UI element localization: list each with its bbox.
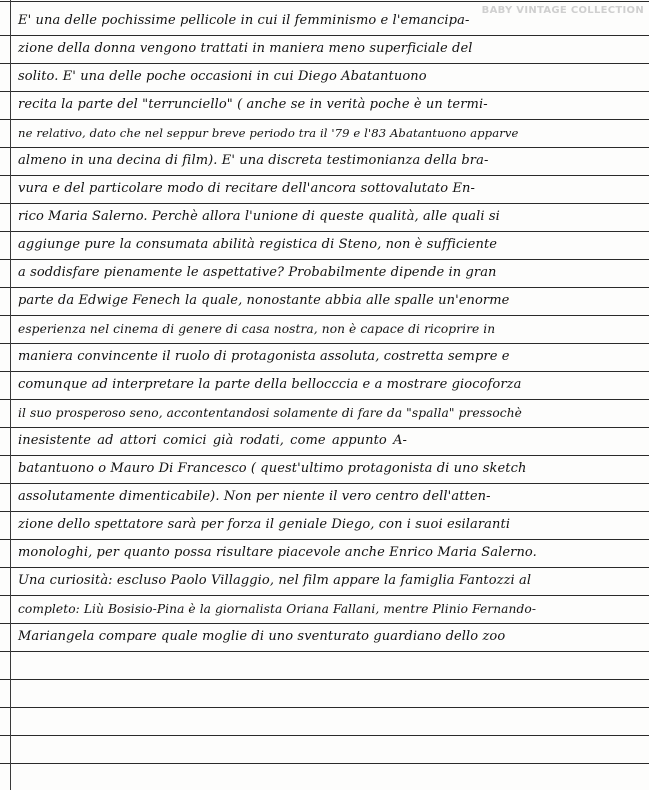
text-line: completo: Liù Bosisio-Pina è la giornalista Oriana Fallani, mentre Plinio Fernando- (18, 602, 537, 616)
text-line: solito. E' una delle poche occasioni in cui Diego Abatantuono (18, 69, 427, 84)
text-line: E' una delle pochissime pellicole in cui il femminismo e l'emancipa- (18, 13, 470, 28)
text-line: monologhi, per quanto possa risultare piacevole anche Enrico Maria Salerno. (18, 545, 537, 560)
text-line: Mariangela compare quale moglie di uno sventurato guardiano dello zoo (18, 629, 506, 644)
text-line: almeno in una decina di film). E' una discreta testimonianza della bra- (18, 153, 489, 168)
text-line: zione dello spettatore sarà per forza il geniale Diego, con i suoi esilaranti (18, 517, 511, 532)
text-line: assolutamente dimenticabile). Non per niente il vero centro dell'atten- (18, 489, 491, 504)
text-line: vura e del particolare modo di recitare dell'ancora sottovalutato En- (18, 181, 476, 196)
text-line: il suo prosperoso seno, accontentandosi solamente di fare da "spalla" pressochè (18, 406, 522, 420)
text-line: inesistente ad attori comici già rodati, come appunto A- (18, 433, 408, 448)
text-line: aggiunge pure la consumata abilità registica di Steno, non è sufficiente (18, 237, 498, 252)
text-line: recita la parte del "terrunciello" ( anche se in verità poche è un termi- (18, 97, 488, 112)
text-line: maniera convincente il ruolo di protagonista assoluta, costretta sempre e (18, 349, 510, 364)
text-line: esperienza nel cinema di genere di casa nostra, non è capace di ricoprire in (18, 322, 496, 336)
text-line: batantuono o Mauro Di Francesco ( quest'ultimo protagonista di uno sketch (18, 461, 527, 476)
text-line: ne relativo, dato che nel seppur breve periodo tra il '79 e l'83 Abatantuono apparve (18, 126, 519, 140)
watermark: BABY VINTAGE COLLECTION (481, 5, 644, 16)
text-line: Una curiosità: escluso Paolo Villaggio, nel film appare la famiglia Fantozzi al (18, 573, 532, 588)
text-line: rico Maria Salerno. Perchè allora l'unione di queste qualità, alle quali si (18, 209, 500, 224)
text-line: zione della donna vengono trattati in maniera meno superficiale del (18, 41, 473, 56)
page-margin-line (10, 0, 11, 790)
text-line: parte da Edwige Fenech la quale, nonostante abbia alle spalle un'enorme (18, 293, 510, 308)
text-line: a soddisfare pienamente le aspettative? Probabilmente dipende in gran (18, 265, 497, 280)
text-line: comunque ad interpretare la parte della bellocccia e a mostrare giocoforza (18, 377, 522, 392)
